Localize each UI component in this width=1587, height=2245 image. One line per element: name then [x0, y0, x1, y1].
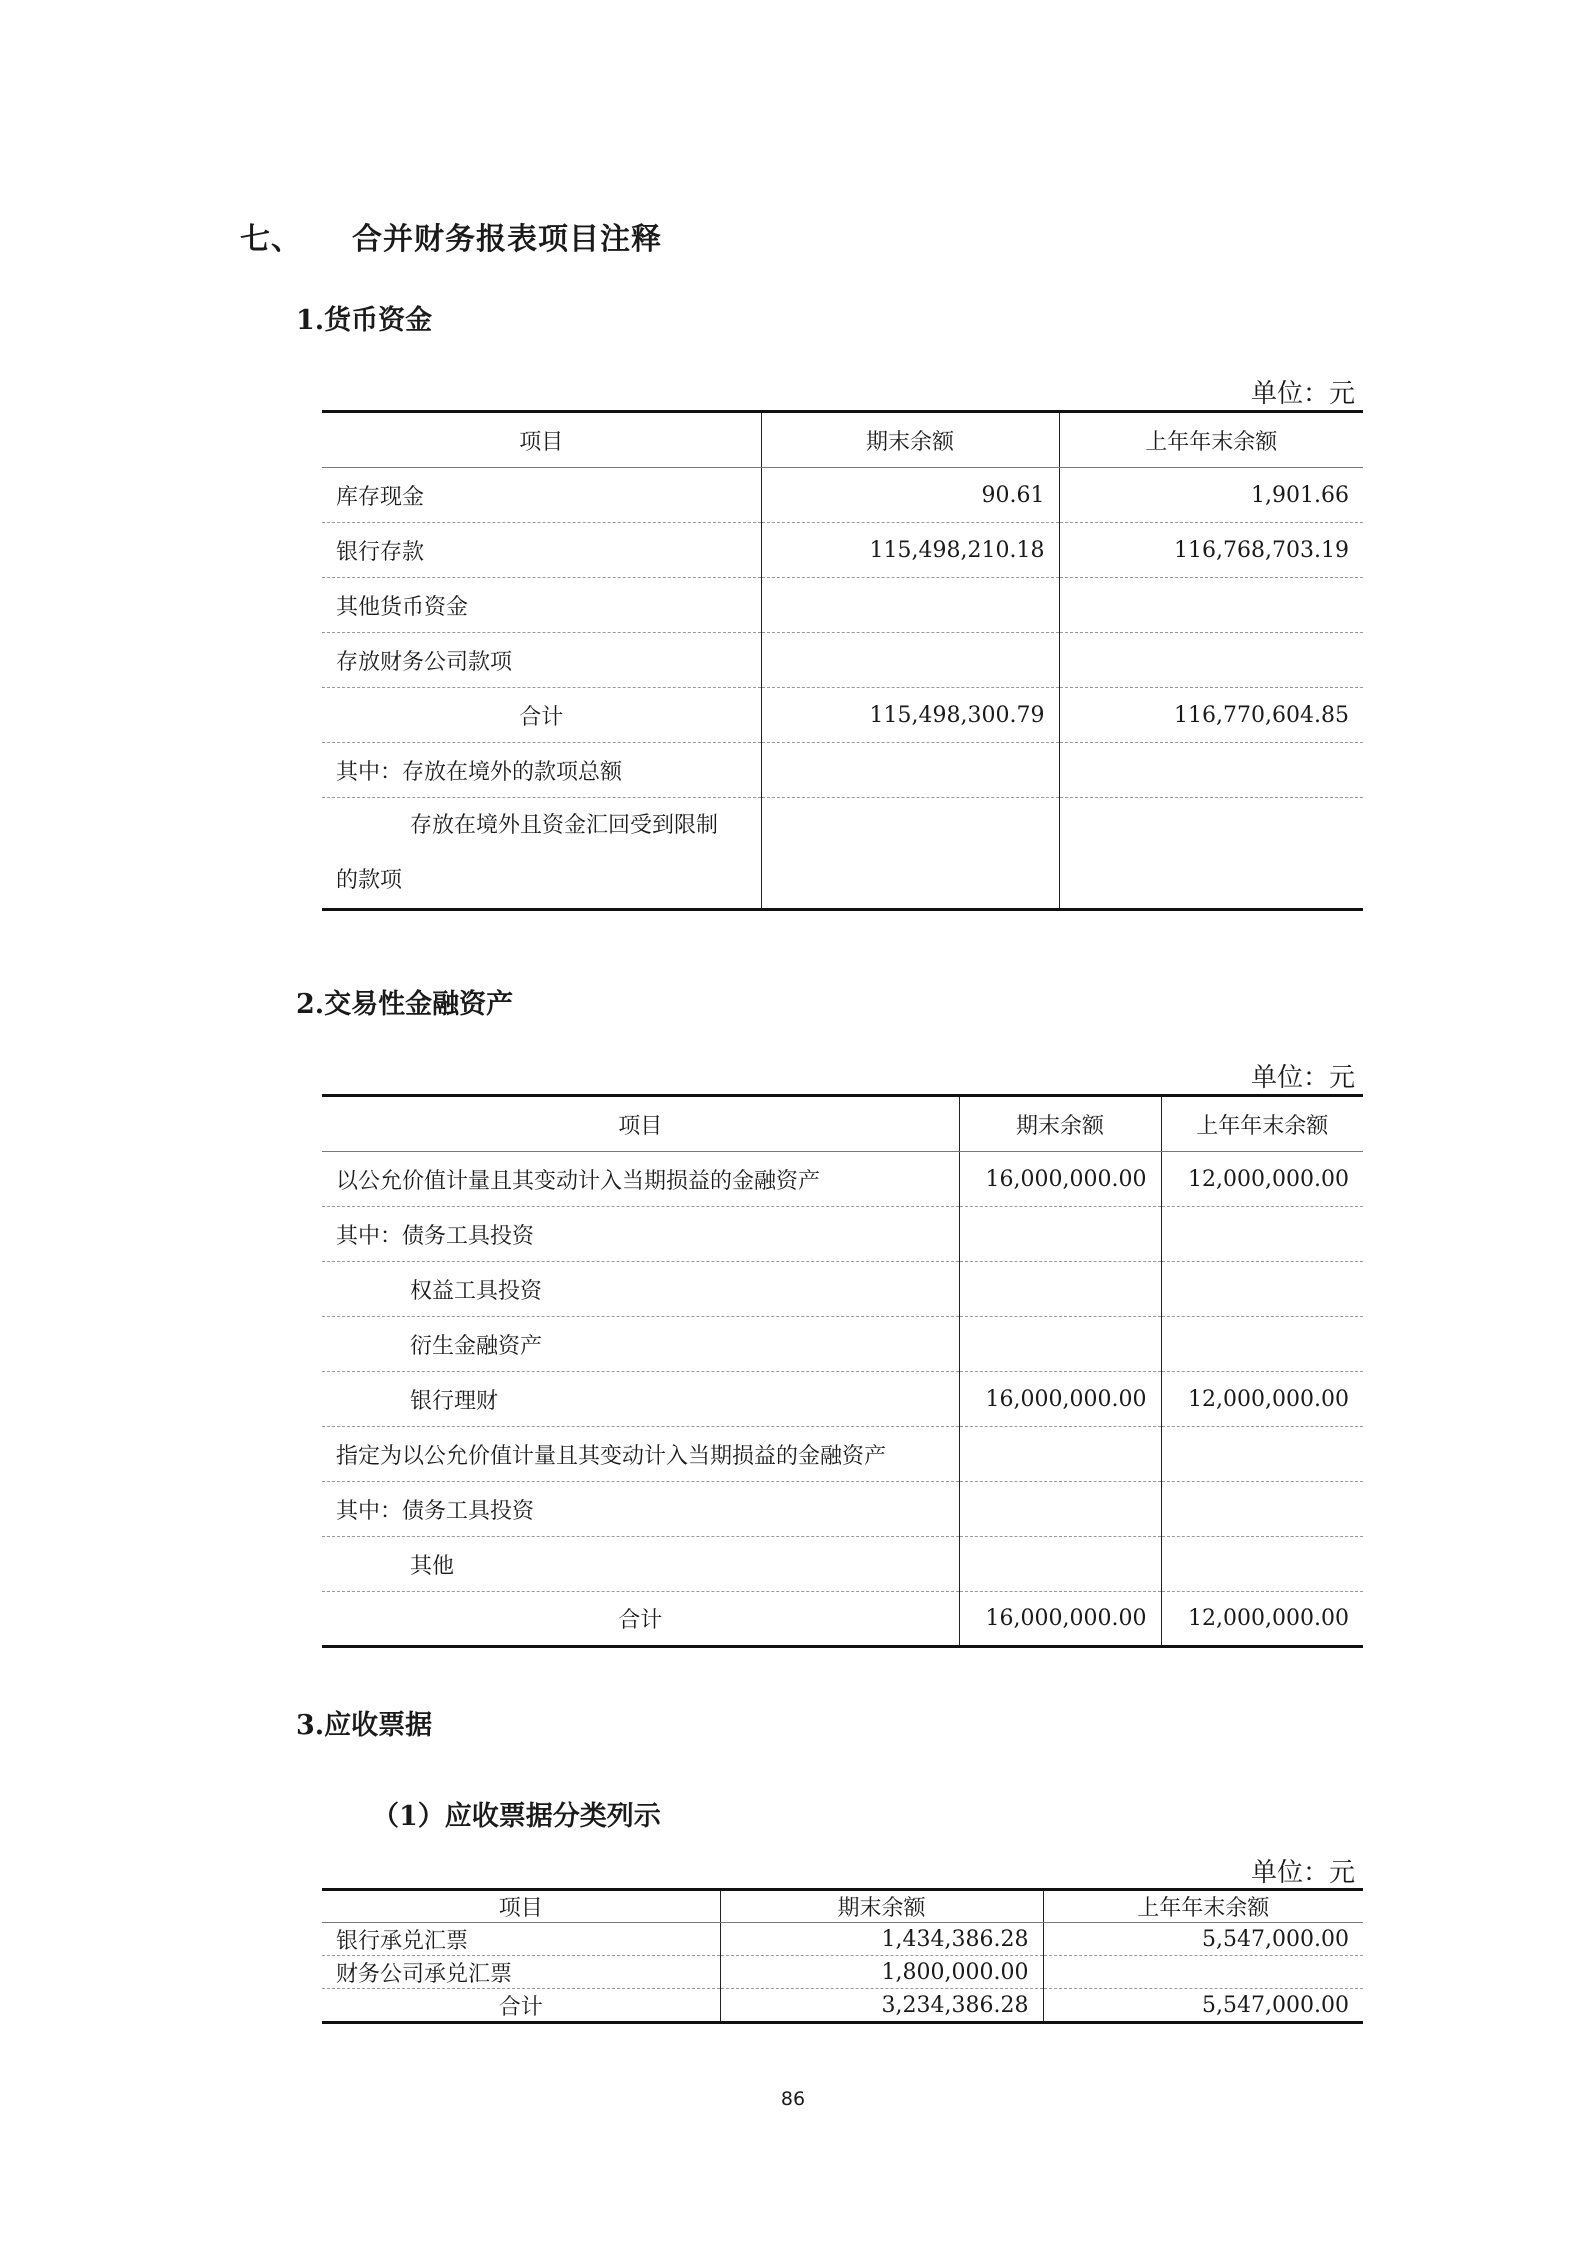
- row-item: 其中：存放在境外的款项总额: [322, 743, 761, 798]
- table-header-row: [322, 1096, 1363, 1152]
- table-row: [322, 743, 1363, 798]
- table-row: [322, 1482, 1363, 1537]
- row-prior-balance: [1059, 743, 1363, 798]
- row-item: 银行承兑汇票: [322, 1923, 720, 1956]
- row-prior-balance: 5,547,000.00: [1043, 1989, 1363, 2023]
- total-row: [322, 1989, 1363, 2023]
- table-row: [322, 1537, 1363, 1592]
- table-row: [322, 1262, 1363, 1317]
- row-item: 合计: [322, 1989, 720, 2023]
- table-row: [322, 523, 1363, 578]
- row-prior-balance: 1,901.66: [1059, 468, 1363, 523]
- trading-assets-table: [322, 1094, 1363, 1648]
- table-row: [322, 1317, 1363, 1372]
- col-header-prior-balance: 上年年末余额: [1059, 412, 1363, 468]
- heading-notes-receivable: 3.应收票据: [296, 1710, 433, 1741]
- table-row: [322, 1427, 1363, 1482]
- total-row: [322, 688, 1363, 743]
- col-header-prior-balance: 上年年末余额: [1043, 1890, 1363, 1923]
- row-item: 存放财务公司款项: [322, 633, 761, 688]
- col-header-end-balance: 期末余额: [959, 1096, 1161, 1152]
- row-end-balance: 1,434,386.28: [720, 1923, 1043, 1956]
- table-row: [322, 468, 1363, 523]
- row-item: 银行理财: [322, 1372, 959, 1427]
- table-row: [322, 633, 1363, 688]
- heading-cash: 1.货币资金: [296, 305, 433, 336]
- row-prior-balance: [1161, 1317, 1363, 1372]
- row-prior-balance: 116,768,703.19: [1059, 523, 1363, 578]
- row-item: 其他: [322, 1537, 959, 1592]
- row-end-balance: 16,000,000.00: [959, 1372, 1161, 1427]
- row-end-balance: 1,800,000.00: [720, 1956, 1043, 1989]
- row-prior-balance: [1059, 633, 1363, 688]
- row-end-balance: [959, 1317, 1161, 1372]
- table-row: [322, 1152, 1363, 1207]
- row-prior-balance: 12,000,000.00: [1161, 1152, 1363, 1207]
- unit-label-2: 单位：元: [1250, 1063, 1355, 1093]
- col-header-end-balance: 期末余额: [720, 1890, 1043, 1923]
- row-end-balance: 3,234,386.28: [720, 1989, 1043, 2023]
- row-end-balance: [761, 633, 1059, 688]
- table-row: [322, 1956, 1363, 1989]
- row-prior-balance: 5,547,000.00: [1043, 1923, 1363, 1956]
- row-end-balance: [761, 798, 1059, 910]
- row-end-balance: 16,000,000.00: [959, 1152, 1161, 1207]
- row-prior-balance: [1161, 1207, 1363, 1262]
- row-item: 银行存款: [322, 523, 761, 578]
- unit-label-1: 单位：元: [1250, 379, 1355, 409]
- row-item-line2: 的款项: [336, 868, 403, 893]
- total-row: [322, 1592, 1363, 1647]
- row-item: 其中：债务工具投资: [322, 1207, 959, 1262]
- notes-receivable-table: [322, 1888, 1363, 2024]
- table-header-row: [322, 412, 1363, 468]
- row-end-balance: 90.61: [761, 468, 1059, 523]
- table-header-row: [322, 1890, 1363, 1923]
- cash-table: [322, 410, 1363, 911]
- row-item: 其他货币资金: [322, 578, 761, 633]
- row-end-balance: [761, 743, 1059, 798]
- table-row: [322, 1207, 1363, 1262]
- subheading-notes-classification: （1）应收票据分类列示: [372, 1801, 661, 1832]
- row-item: 库存现金: [322, 468, 761, 523]
- heading-trading-assets: 2.交易性金融资产: [296, 989, 514, 1020]
- row-prior-balance: [1059, 578, 1363, 633]
- row-item: 以公允价值计量且其变动计入当期损益的金融资产: [322, 1152, 959, 1207]
- row-item-line1: 存放在境外且资金汇回受到限制: [410, 813, 719, 838]
- section-number: 七、: [240, 222, 302, 257]
- row-prior-balance: 116,770,604.85: [1059, 688, 1363, 743]
- row-prior-balance: [1161, 1537, 1363, 1592]
- row-prior-balance: 12,000,000.00: [1161, 1592, 1363, 1647]
- row-end-balance: 115,498,300.79: [761, 688, 1059, 743]
- row-end-balance: [959, 1262, 1161, 1317]
- row-end-balance: [761, 578, 1059, 633]
- row-end-balance: [959, 1207, 1161, 1262]
- col-header-end-balance: 期末余额: [761, 412, 1059, 468]
- row-item: 指定为以公允价值计量且其变动计入当期损益的金融资产: [322, 1427, 959, 1482]
- row-item: 财务公司承兑汇票: [322, 1956, 720, 1989]
- col-header-item: 项目: [322, 1096, 959, 1152]
- row-prior-balance: [1043, 1956, 1363, 1989]
- row-item: 合计: [322, 1592, 959, 1647]
- table-row: [322, 1923, 1363, 1956]
- row-prior-balance: [1161, 1427, 1363, 1482]
- table-row: [322, 798, 1363, 910]
- section-title: 合并财务报表项目注释: [352, 222, 662, 257]
- row-end-balance: [959, 1427, 1161, 1482]
- unit-label-3: 单位：元: [1250, 1858, 1355, 1888]
- row-prior-balance: [1161, 1482, 1363, 1537]
- row-prior-balance: [1161, 1262, 1363, 1317]
- col-header-prior-balance: 上年年末余额: [1161, 1096, 1363, 1152]
- row-item: 其中：债务工具投资: [322, 1482, 959, 1537]
- row-prior-balance: 12,000,000.00: [1161, 1372, 1363, 1427]
- row-end-balance: [959, 1537, 1161, 1592]
- page-number: 86: [780, 2088, 806, 2110]
- row-prior-balance: [1059, 798, 1363, 910]
- row-item: [322, 798, 761, 910]
- table-row: [322, 1372, 1363, 1427]
- row-item: 合计: [322, 688, 761, 743]
- row-end-balance: [959, 1482, 1161, 1537]
- row-end-balance: 115,498,210.18: [761, 523, 1059, 578]
- row-item: 权益工具投资: [322, 1262, 959, 1317]
- row-end-balance: 16,000,000.00: [959, 1592, 1161, 1647]
- row-item: 衍生金融资产: [322, 1317, 959, 1372]
- col-header-item: 项目: [322, 412, 761, 468]
- col-header-item: 项目: [322, 1890, 720, 1923]
- table-row: [322, 578, 1363, 633]
